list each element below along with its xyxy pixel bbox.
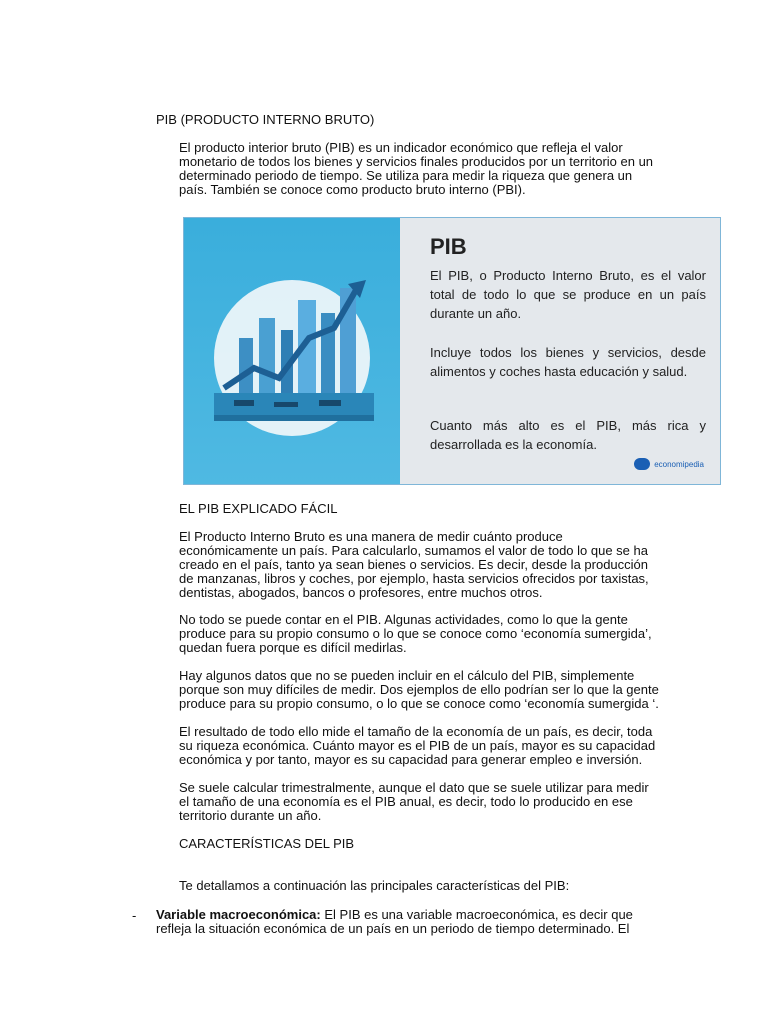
section-heading: EL PIB EXPLICADO FÁCIL <box>179 501 338 516</box>
economy-illustration <box>184 218 400 484</box>
paragraph <box>179 530 679 600</box>
infographic-paragraph: Cuanto más alto es el PIB, más rica y desarrollada es la economía. <box>430 418 706 452</box>
city-growth-illustration <box>184 218 400 485</box>
text-line: Se suele calcular trimestralmente, aunque el dato que se suele utilizar para medir <box>179 780 649 795</box>
text-line: de manzanas, libros y coches, por ejemplo, hasta servicios ofrecidos por taxistas, <box>179 571 649 586</box>
economipedia-logo-icon <box>634 458 650 470</box>
text-line: produce para su propio consumo, o lo que se conoce como ‘economía sumergida ‘. <box>179 696 659 711</box>
text-line <box>156 908 656 922</box>
infographic-paragraph: Incluye todos los bienes y servicios, desde alimentos y coches hasta educación y salud. <box>430 345 706 379</box>
pib-infographic <box>183 217 721 485</box>
intro-paragraph <box>179 141 679 197</box>
list-item-text: El PIB es una variable macroeconómica, es decir que <box>320 907 633 922</box>
text-line: territorio durante un año. <box>179 808 322 823</box>
list-bullet: - <box>132 908 137 923</box>
text-line: quedan fuera porque es difícil medirlas. <box>179 640 407 655</box>
logo-text: economipedia <box>654 459 704 469</box>
infographic-title: PIB <box>430 234 467 259</box>
text-line: porque son muy difíciles de medir. Dos ejemplos de ello podrían ser lo que la gente <box>179 682 659 697</box>
text-line: económicamente un país. Para calcularlo, sumamos el valor de todo lo que se ha <box>179 543 648 558</box>
economipedia-logo <box>634 458 704 470</box>
list-item-term: Variable macroeconómica: <box>156 907 321 922</box>
text-line: económica y por tanto, mayor es su capacidad para generar empleo e inversión. <box>179 752 643 767</box>
text-line: El Producto Interno Bruto es una manera de medir cuánto produce <box>179 529 563 544</box>
text-line: refleja la situación económica de un país en un periodo de tiempo determinado. El <box>156 921 630 936</box>
text-line: Hay algunos datos que no se pueden incluir en el cálculo del PIB, simplemente <box>179 668 635 683</box>
text-line: El resultado de todo ello mide el tamaño de la economía de un país, es decir, toda <box>179 724 653 739</box>
document-heading: PIB (PRODUCTO INTERNO BRUTO) <box>156 112 375 127</box>
text-line: creado en el país, tanto ya sean bienes o servicios. Es decir, desde la producción <box>179 557 649 572</box>
text-line: produce para su propio consumo o lo que se conoce como ‘economía sumergida’, <box>179 626 652 641</box>
text-line: su riqueza económica. Cuánto mayor es el PIB de un país, mayor es su capacidad <box>179 738 656 753</box>
text-line: determinado periodo de tiempo. Se utiliza para medir la riqueza que genera un <box>179 168 633 183</box>
list-item <box>156 908 656 936</box>
paragraph <box>179 613 679 655</box>
paragraph <box>179 669 679 711</box>
paragraph <box>179 725 679 767</box>
text-line: El producto interior bruto (PIB) es un indicador económico que refleja el valor <box>179 140 623 155</box>
section-intro: Te detallamos a continuación las principales características del PIB: <box>179 878 570 893</box>
text-line: el tamaño de una economía es el PIB anual, es decir, todo lo producido en ese <box>179 794 633 809</box>
infographic-paragraph: El PIB, o Producto Interno Bruto, es el valor total de todo lo que se produce en un país durante un año. <box>430 268 706 321</box>
section-heading: CARACTERÍSTICAS DEL PIB <box>179 836 355 851</box>
text-line: No todo se puede contar en el PIB. Algunas actividades, como lo que la gente <box>179 612 628 627</box>
text-line: monetario de todos los bienes y servicios finales producidos por un territorio en un <box>179 154 654 169</box>
text-line: país. También se conoce como producto bruto interno (PBI). <box>179 182 526 197</box>
infographic-text-panel <box>400 218 720 484</box>
paragraph <box>179 781 679 823</box>
text-line: dentistas, abogados, bancos o profesores, entre muchos otros. <box>179 585 543 600</box>
